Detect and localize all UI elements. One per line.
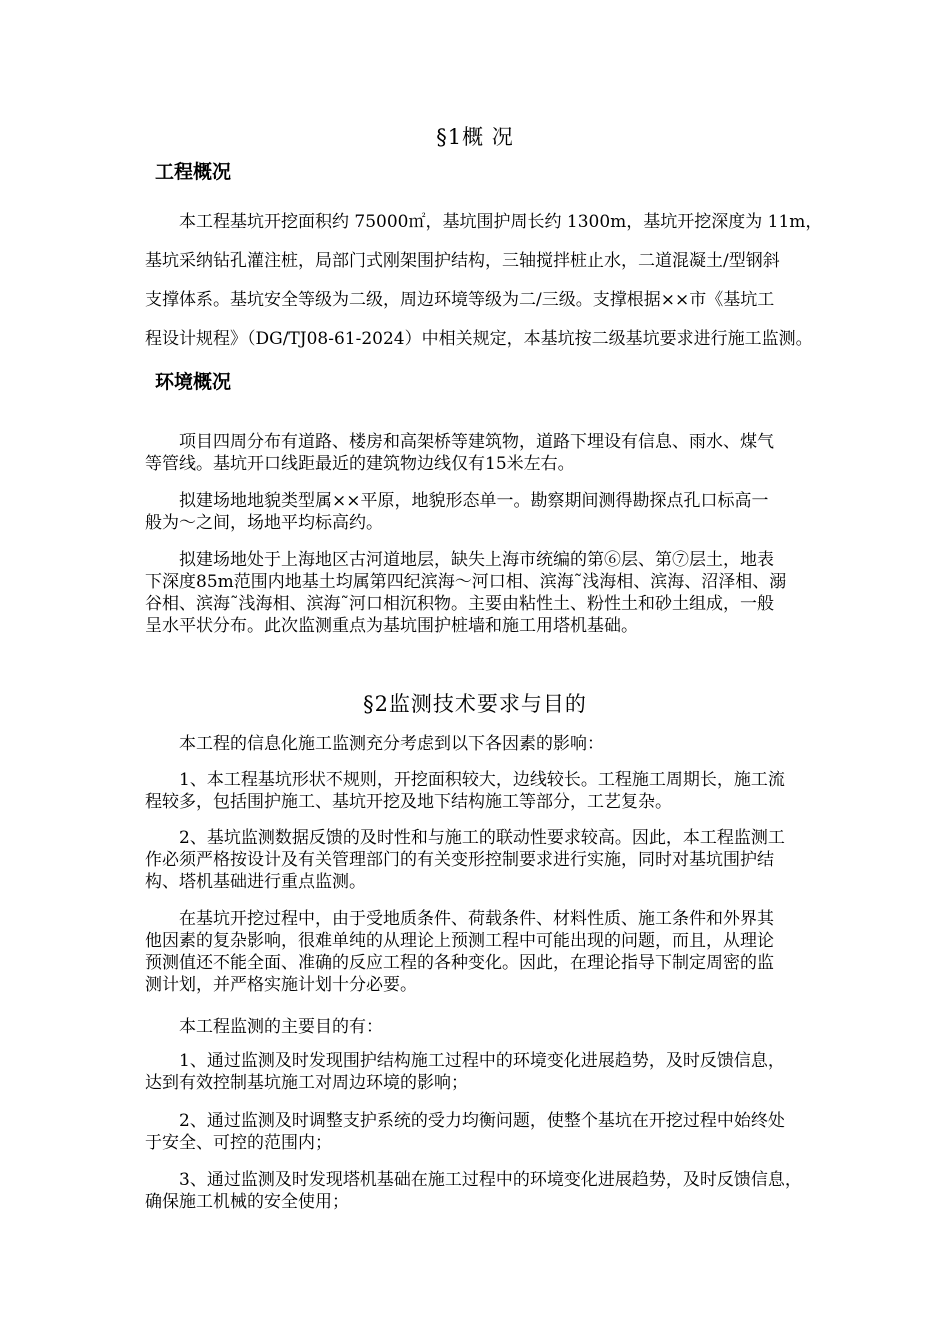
- text-line: 1、通过监测及时发现围护结构施工过程中的环境变化进展趋势，及时反馈信息，: [179, 1051, 785, 1071]
- section2-paragraph: [145, 1016, 875, 1038]
- text-line: 程设计规程》（DG/TJ08-61-2024）中相关规定，本基坑按二级基坑要求进行施工监测。: [145, 329, 813, 349]
- text-line: 在基坑开挖过程中，由于受地质条件、荷载条件、材料性质、施工条件和外界其: [179, 909, 774, 929]
- text-line: 3、通过监测及时发现塔机基础在施工过程中的环境变化进展趋势，及时反馈信息，: [179, 1170, 802, 1190]
- text-line: 呈水平状分布。此次监测重点为基坑围护桩墙和施工用塔机基础。: [145, 616, 638, 636]
- text-line: 本工程的信息化施工监测充分考虑到以下各因素的影响：: [179, 734, 604, 754]
- text-line: 达到有效控制基坑施工对周边环境的影响；: [145, 1073, 468, 1093]
- section1-title: §1概 况: [436, 125, 514, 149]
- text-line: 作必须严格按设计及有关管理部门的有关变形控制要求进行实施，同时对基坑围护结: [145, 850, 774, 870]
- section2-paragraph: [145, 1110, 875, 1154]
- section2-paragraph: [145, 908, 875, 996]
- text-line: 1、本工程基坑形状不规则，开挖面积较大，边线较长。工程施工周期长，施工流: [179, 770, 785, 790]
- environment-paragraph: [145, 549, 875, 637]
- text-line: 于安全、可控的范围内；: [145, 1133, 332, 1153]
- text-line: 项目四周分布有道路、楼房和高架桥等建筑物，道路下埋设有信息、雨水、煤气: [179, 432, 774, 452]
- text-line: 本工程基坑开挖面积约 75000㎡，基坑围护周长约 1300m，基坑开挖深度为 11m，: [179, 212, 823, 232]
- section2-paragraph: [145, 827, 875, 893]
- environment-overview-heading: 环境概况: [155, 371, 232, 393]
- text-line: 预测值还不能全面、准确的反应工程的各种变化。因此，在理论指导下制定周密的监: [145, 953, 774, 973]
- text-line: 支撑体系。基坑安全等级为二级，周边环境等级为二/三级。支撑根据××市《基坑工: [145, 290, 775, 310]
- section2-title: §2监测技术要求与目的: [363, 692, 587, 716]
- text-line: 本工程监测的主要目的有：: [179, 1017, 383, 1037]
- text-line: 确保施工机械的安全使用；: [145, 1192, 349, 1212]
- environment-paragraph: [145, 431, 875, 475]
- text-line: 等管线。基坑开口线距最近的建筑物边线仅有15米左右。: [145, 454, 575, 474]
- text-line: 测计划，并严格实施计划十分必要。: [145, 975, 417, 995]
- text-line: 他因素的复杂影响，很难单纯的从理论上预测工程中可能出现的问题，而且，从理论: [145, 931, 774, 951]
- section2-paragraph: [145, 733, 875, 755]
- text-line: 拟建场地地貌类型属××平原，地貌形态单一。勘察期间测得勘探点孔口标高一: [179, 491, 769, 511]
- text-line: 2、基坑监测数据反馈的及时性和与施工的联动性要求较高。因此，本工程监测工: [179, 828, 785, 848]
- section2-paragraph: [145, 1050, 875, 1094]
- text-line: 拟建场地处于上海地区古河道地层，缺失上海市统编的第⑥层、第⑦层土，地表: [179, 550, 774, 570]
- text-line: 下深度85m范围内地基土均属第四纪滨海～河口相、滨海˜浅海相、滨海、沼泽相、溺: [145, 572, 787, 592]
- text-line: 构、塔机基础进行重点监测。: [145, 872, 366, 892]
- section2-paragraph: [145, 769, 875, 813]
- text-line: 谷相、滨海˜浅海相、滨海˜河口相沉积物。主要由粘性土、粉性土和砂土组成，一般: [145, 594, 774, 614]
- project-overview-heading: 工程概况: [155, 161, 232, 183]
- text-line: 般为～之间，场地平均标高约。: [145, 513, 383, 533]
- text-line: 程较多，包括围护施工、基坑开挖及地下结构施工等部分，工艺复杂。: [145, 792, 672, 812]
- section2-paragraph: [145, 1169, 875, 1213]
- project-overview-paragraph: [145, 203, 875, 359]
- text-line: 基坑采纳钻孔灌注桩，局部门式刚架围护结构，三轴搅拌桩止水，二道混凝土/型钢斜: [145, 251, 780, 271]
- text-line: 2、通过监测及时调整支护系统的受力均衡问题，使整个基坑在开挖过程中始终处: [179, 1111, 785, 1131]
- environment-paragraph: [145, 490, 875, 534]
